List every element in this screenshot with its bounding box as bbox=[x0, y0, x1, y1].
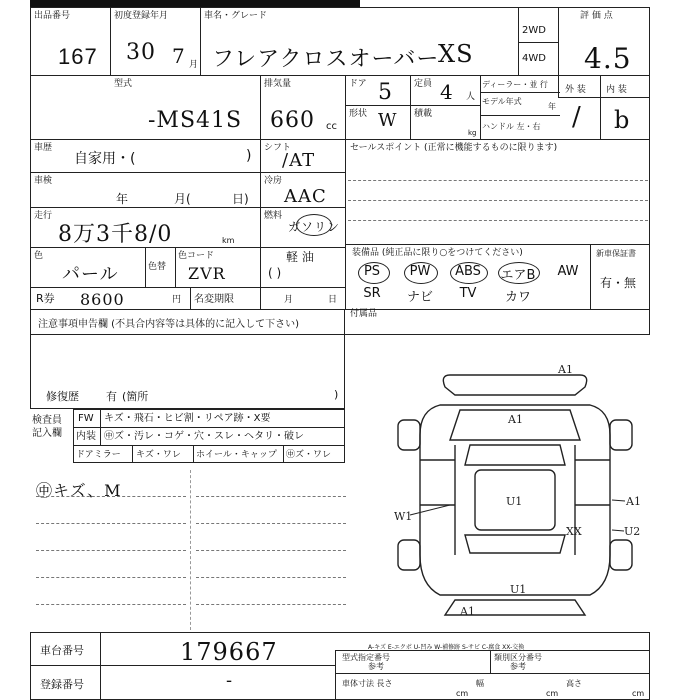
width-label: 幅 bbox=[476, 679, 484, 688]
length-label: 車体寸法 長さ bbox=[342, 679, 393, 688]
interior-label: 内 装 bbox=[606, 85, 627, 95]
ac-value: AAC bbox=[284, 186, 327, 207]
mark-a1-hood: A1 bbox=[508, 413, 523, 426]
dealer-label: ディーラー・並 行 bbox=[482, 80, 548, 89]
chassis-label: 車台番号 bbox=[40, 644, 84, 657]
color-code-label: 色コード bbox=[178, 251, 215, 261]
model-value: -MS41S bbox=[148, 108, 243, 133]
equip-ps: PS bbox=[363, 264, 381, 279]
score-label: 評 価 点 bbox=[580, 11, 613, 21]
capacity-label: 定員 bbox=[414, 79, 433, 89]
fuel-light-oil: 軽 油 bbox=[286, 250, 314, 264]
model-cert-ref: 参考 bbox=[368, 662, 384, 671]
equip-ps-circle bbox=[358, 262, 390, 284]
ac-label: 冷房 bbox=[264, 176, 283, 186]
recycle-fee: 8600 bbox=[80, 290, 125, 309]
equip-pw: PW bbox=[409, 264, 431, 279]
new-guarantee-label: 新車保証書 bbox=[596, 249, 636, 258]
capacity-unit: 人 bbox=[466, 92, 476, 102]
mark-a1-rear: A1 bbox=[460, 605, 475, 618]
length-unit: cm bbox=[456, 689, 469, 698]
month-unit: 月 bbox=[189, 60, 199, 70]
shift-value: /AT bbox=[282, 150, 316, 171]
lot-label: 出品番号 bbox=[34, 11, 71, 21]
equip-leather: カワ bbox=[504, 290, 531, 305]
cc-unit: cc bbox=[326, 121, 337, 132]
yen-unit: 円 bbox=[172, 295, 182, 305]
wheel-label: ホイール・キャップ bbox=[196, 450, 277, 460]
inspector-handwritten: ㊥キズ、M bbox=[36, 481, 122, 500]
displacement-label: 排気量 bbox=[264, 79, 292, 89]
reg-month: 7 bbox=[172, 44, 186, 68]
damage-legend: A-キズ E-エクボ U-凹み W-補修跡 S-サビ C-腐食 XX-交換 bbox=[368, 644, 525, 651]
top-banner bbox=[30, 0, 360, 7]
equip-navi: ナビ bbox=[406, 290, 433, 305]
mark-u1-roof: U1 bbox=[506, 495, 523, 508]
mileage-label: 走行 bbox=[34, 211, 53, 221]
usage-label: 車歴 bbox=[34, 143, 53, 153]
interior-grade: b bbox=[614, 106, 631, 134]
model-cert-label: 型式指定番号 bbox=[342, 653, 390, 662]
drive-2wd: 2WD bbox=[522, 25, 546, 36]
exterior-label: 外 装 bbox=[565, 85, 586, 95]
repair-value: 有 bbox=[106, 390, 117, 403]
km-unit: km bbox=[222, 236, 235, 245]
new-guarantee-value: 有・無 bbox=[600, 276, 637, 290]
displacement-value: 660 bbox=[270, 108, 315, 133]
exterior-grade: / bbox=[572, 102, 582, 132]
registration-label: 登録番号 bbox=[40, 678, 84, 691]
equip-airbag-circle bbox=[498, 262, 540, 284]
score-value: 4.5 bbox=[584, 42, 632, 75]
doors-label: ドア bbox=[349, 79, 367, 89]
name-change-label: 名変期限 bbox=[194, 294, 234, 305]
fw-text: キズ・飛石・ヒビ割・リペア跡・X要 bbox=[104, 413, 271, 424]
model-year-label: モデル年式 bbox=[482, 97, 522, 106]
load-label: 積載 bbox=[414, 109, 433, 119]
repair-parts: (箇所 bbox=[122, 390, 149, 403]
equip-aw: AW bbox=[557, 264, 579, 279]
registration-value: - bbox=[226, 670, 234, 691]
inspection-year-unit: 年 bbox=[116, 192, 129, 206]
first-reg-label: 初度登録年月 bbox=[114, 11, 169, 21]
reg-year: 30 bbox=[126, 40, 156, 65]
mark-a1-right: A1 bbox=[626, 495, 641, 508]
inspection-month-unit: 月( bbox=[174, 192, 191, 206]
equip-sr: SR bbox=[363, 286, 381, 301]
width-unit: cm bbox=[546, 689, 559, 698]
interior-check-text: ㊥ズ・汚レ・コゲ・穴・スレ・ヘタリ・破レ bbox=[104, 431, 304, 442]
equipment-label: 装備品 (純正品に限り○をつけてください) bbox=[352, 248, 523, 258]
mirror-text: キズ・ワレ bbox=[136, 450, 181, 460]
equip-abs: ABS bbox=[455, 264, 481, 279]
shift-label: シフト bbox=[264, 143, 292, 153]
inspector-label: 検査員記入欄 bbox=[32, 415, 62, 439]
fuel-label: 燃料 bbox=[264, 211, 283, 221]
drive-4wd: 4WD bbox=[522, 53, 546, 64]
usage-close: ) bbox=[246, 148, 252, 164]
shape-label: 形状 bbox=[349, 109, 368, 119]
color-code-value: ZVR bbox=[188, 264, 226, 283]
inspection-day-unit: 日) bbox=[232, 192, 249, 206]
repair-close: ) bbox=[334, 388, 339, 401]
year-unit: 年 bbox=[548, 102, 556, 111]
fuel-gas: ガソリン bbox=[288, 220, 341, 234]
sales-point-label: セールスポイント (正常に機能するものに限ります) bbox=[350, 143, 558, 153]
color-label: 色 bbox=[34, 251, 44, 261]
height-label: 高さ bbox=[566, 679, 582, 688]
height-unit: cm bbox=[632, 689, 645, 698]
interior-check-label: 内装 bbox=[76, 431, 96, 442]
car-name: フレアクロスオーバー bbox=[212, 47, 440, 72]
doors-value: 5 bbox=[378, 80, 393, 105]
capacity-value: 4 bbox=[440, 80, 454, 104]
name-change-month: 月 bbox=[284, 295, 294, 305]
mark-u2: U2 bbox=[624, 525, 641, 538]
repair-label: 修復歴 bbox=[46, 390, 79, 403]
lot-number: 167 bbox=[58, 44, 98, 69]
fuel-circle bbox=[296, 214, 332, 236]
category-label: 類別区分番号 bbox=[494, 653, 542, 662]
color-value: パール bbox=[62, 264, 119, 285]
handle-label: ハンドル 左・右 bbox=[482, 122, 541, 131]
model-label: 型式 bbox=[114, 79, 133, 89]
fw-label: FW bbox=[78, 413, 94, 424]
fuel-paren: ( ) bbox=[268, 266, 282, 280]
mirror-label: ドアミラー bbox=[76, 450, 121, 460]
equip-pw-circle bbox=[404, 262, 438, 284]
inspection-label: 車検 bbox=[34, 176, 53, 186]
mark-u1-rear: U1 bbox=[510, 583, 527, 596]
name-grade-label: 車名・グレード bbox=[204, 11, 268, 21]
notes-label: 注意事項申告欄 (不具合内容等は具体的に記入して下さい) bbox=[38, 319, 299, 330]
color-change-label: 色替 bbox=[148, 262, 167, 272]
mark-xx: XX bbox=[566, 525, 582, 538]
category-ref: 参考 bbox=[510, 662, 526, 671]
name-change-day: 日 bbox=[328, 295, 338, 305]
usage-value: 自家用・( bbox=[74, 151, 136, 167]
equip-tv: TV bbox=[459, 286, 477, 301]
shape-value: W bbox=[378, 110, 398, 131]
car-diagram bbox=[380, 365, 650, 625]
mileage-value: 8万3千8/0 bbox=[58, 222, 173, 247]
load-unit: kg bbox=[468, 129, 477, 137]
equip-abs-circle bbox=[450, 262, 488, 284]
car-grade: XS bbox=[438, 40, 474, 68]
wheel-text: ㊥ズ・ワレ bbox=[286, 450, 332, 460]
mark-w1-left: W1 bbox=[394, 510, 413, 523]
recycle-label: R券 bbox=[36, 292, 55, 305]
equip-airbag: エアB bbox=[500, 268, 536, 283]
chassis-number: 179667 bbox=[180, 638, 278, 666]
accessories-label: 付属品 bbox=[350, 309, 378, 319]
mark-a1-front: A1 bbox=[558, 365, 573, 376]
